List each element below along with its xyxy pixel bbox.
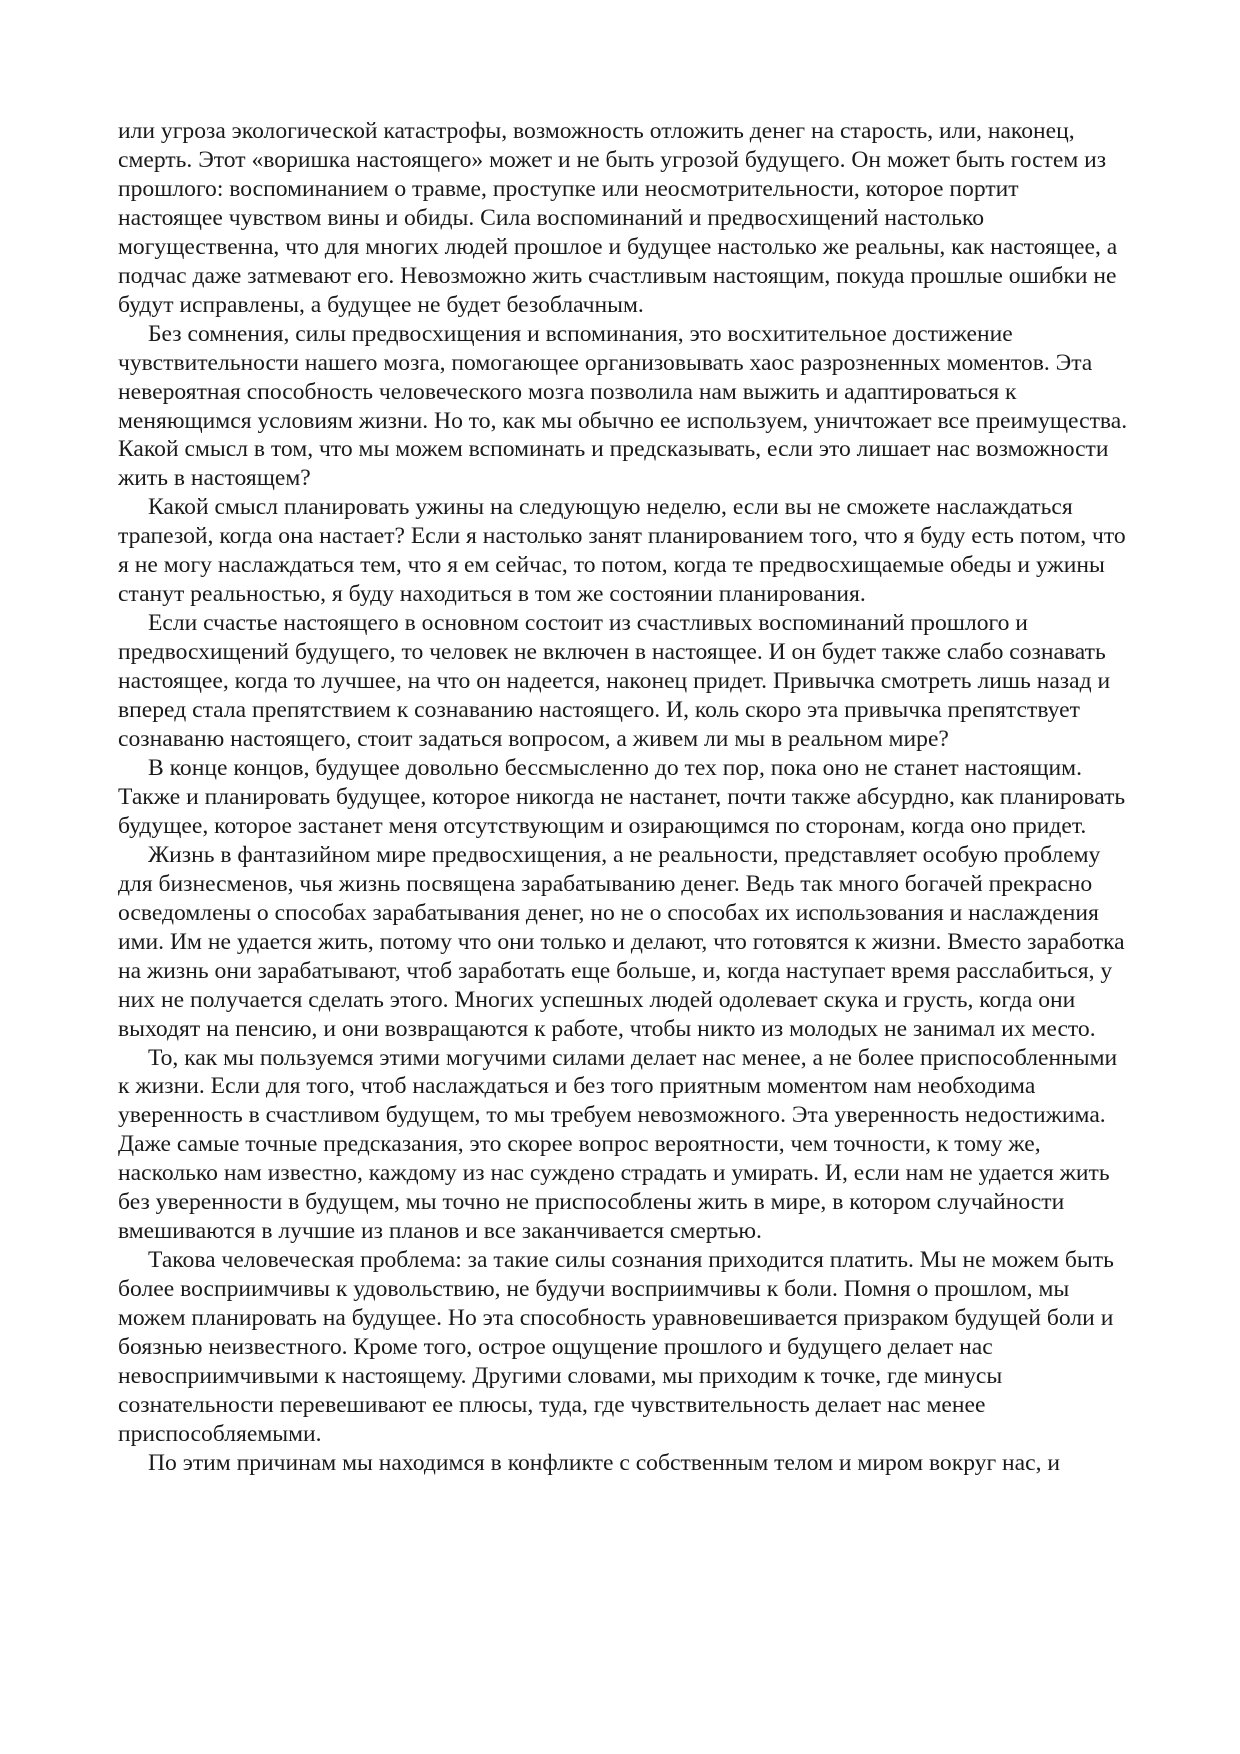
paragraph-9: По этим причинам мы находимся в конфликте с собственным телом и миром вокруг нас, и <box>148 1449 1061 1476</box>
paragraph-4: Если счастье настоящего в основном состоит из счастливых воспоминаний прошлого и предвосхищений будущего, то человек не включен в настоящее. И он будет также слабо сознавать настоящее, когда то лучшее, на что он надеется, наконец придет. Привычка смотреть лишь назад и вперед стала препятствием к сознаванию настоящего. И, коль скоро эта привычка препятствует сознаваню настоящего, стоит задаться вопросом, а живем ли мы в реальном мире? <box>118 610 1111 753</box>
paragraph-8: Такова человеческая проблема: за такие силы сознания приходится платить. Мы не можем быть более восприимчивы к удовольствию, не будучи восприимчивы к боли. Помня о прошлом, мы можем планировать на будущее. Но эта способность уравновешивается призраком будущей боли и боязнью неизвестного. Кроме того, острое ощущение прошлого и будущего делает нас невосприимчивыми к настоящему. Другими словами, мы приходим к точке, где минусы сознательности перевешивают ее плюсы, туда, где чувствительность делает нас менее приспособляемыми. <box>118 1247 1114 1447</box>
paragraph-3: Какой смысл планировать ужины на следующую неделю, если вы не сможете наслаждаться трапезой, когда она настает? Если я настолько занят планированием того, что я буду есть потом, что я не могу наслаждаться тем, что я ем сейчас, то потом, когда те предвосхищаемые обеды и ужины станут реальностью, я буду находиться в том же состоянии планирования. <box>118 494 1126 608</box>
paragraph-1: или угроза экологической катастрофы, возможность отложить денег на старость, или, наконец, смерть. Этот «воришка настоящего» может и не быть угрозой будущего. Он может быть гостем из прошлого: воспоминанием о травме, проступке или неосмотрительности, которое портит настоящее чувством вины и обиды. Сила воспоминаний и предвосхищений настолько могущественна, что для многих людей прошлое и будущее настолько же реальны, как настоящее, а подчас даже затмевают его. Невозможно жить счастливым настоящим, покуда прошлые ошибки не будут исправлены, а будущее не будет безоблачным. <box>118 118 1118 318</box>
paragraph-6: Жизнь в фантазийном мире предвосхищения, а не реальности, представляет особую проблему для бизнесменов, чья жизнь посвящена зарабатыванию денег. Ведь так много богачей прекрасно осведомлены о способах зарабатывания денег, но не о способах их использования и наслаждения ими. Им не удается жить, потому что они только и делают, что готовятся к жизни. Вместо заработка на жизнь они зарабатывают, чтоб заработать еще больше, и, когда наступает время расслабиться, у них не получается сделать этого. Многих успешных людей одолевает скука и грусть, когда они выходят на пенсию, и они возвращаются к работе, чтобы никто из молодых не занимал их место. <box>118 841 1125 1042</box>
paragraph-2: Без сомнения, силы предвосхищения и вспоминания, это восхитительное достижение чувствительности нашего мозга, помогающее организовывать хаос разрозненных моментов. Эта невероятная способность человеческого мозга позволила нам выжить и адаптироваться к меняющимся условиям жизни. Но то, как мы обычно ее используем, уничтожает все преимущества. Какой смысл в том, что мы можем вспоминать и предсказывать, если это лишает нас возможности жить в настоящем? <box>118 320 1128 492</box>
paragraph-5: В конце концов, будущее довольно бессмысленно до тех пор, пока оно не станет настоящим. Также и планировать будущее, которое никогда не настанет, почти также абсурдно, как планировать будущее, которое застанет меня отсутствующим и озирающимся по сторонам, когда оно придет. <box>118 754 1126 839</box>
paragraph-7: То, как мы пользуемся этими могучими силами делает нас менее, а не более приспособленными к жизни. Если для того, чтоб наслаждаться и без того приятным моментом нам необходима уверенность в счастливом будущем, то мы требуем невозможного. Эта уверенность недостижима. Даже самые точные предсказания, это скорее вопрос вероятности, чем точности, к тому же, насколько нам известно, каждому из нас суждено страдать и умирать. И, если нам не удается жить без уверенности в будущем, мы точно не приспособлены жить в мире, в котором случайности вмешиваются в лучшие из планов и все заканчивается смертью. <box>118 1044 1118 1245</box>
body-text <box>118 117 1128 1478</box>
